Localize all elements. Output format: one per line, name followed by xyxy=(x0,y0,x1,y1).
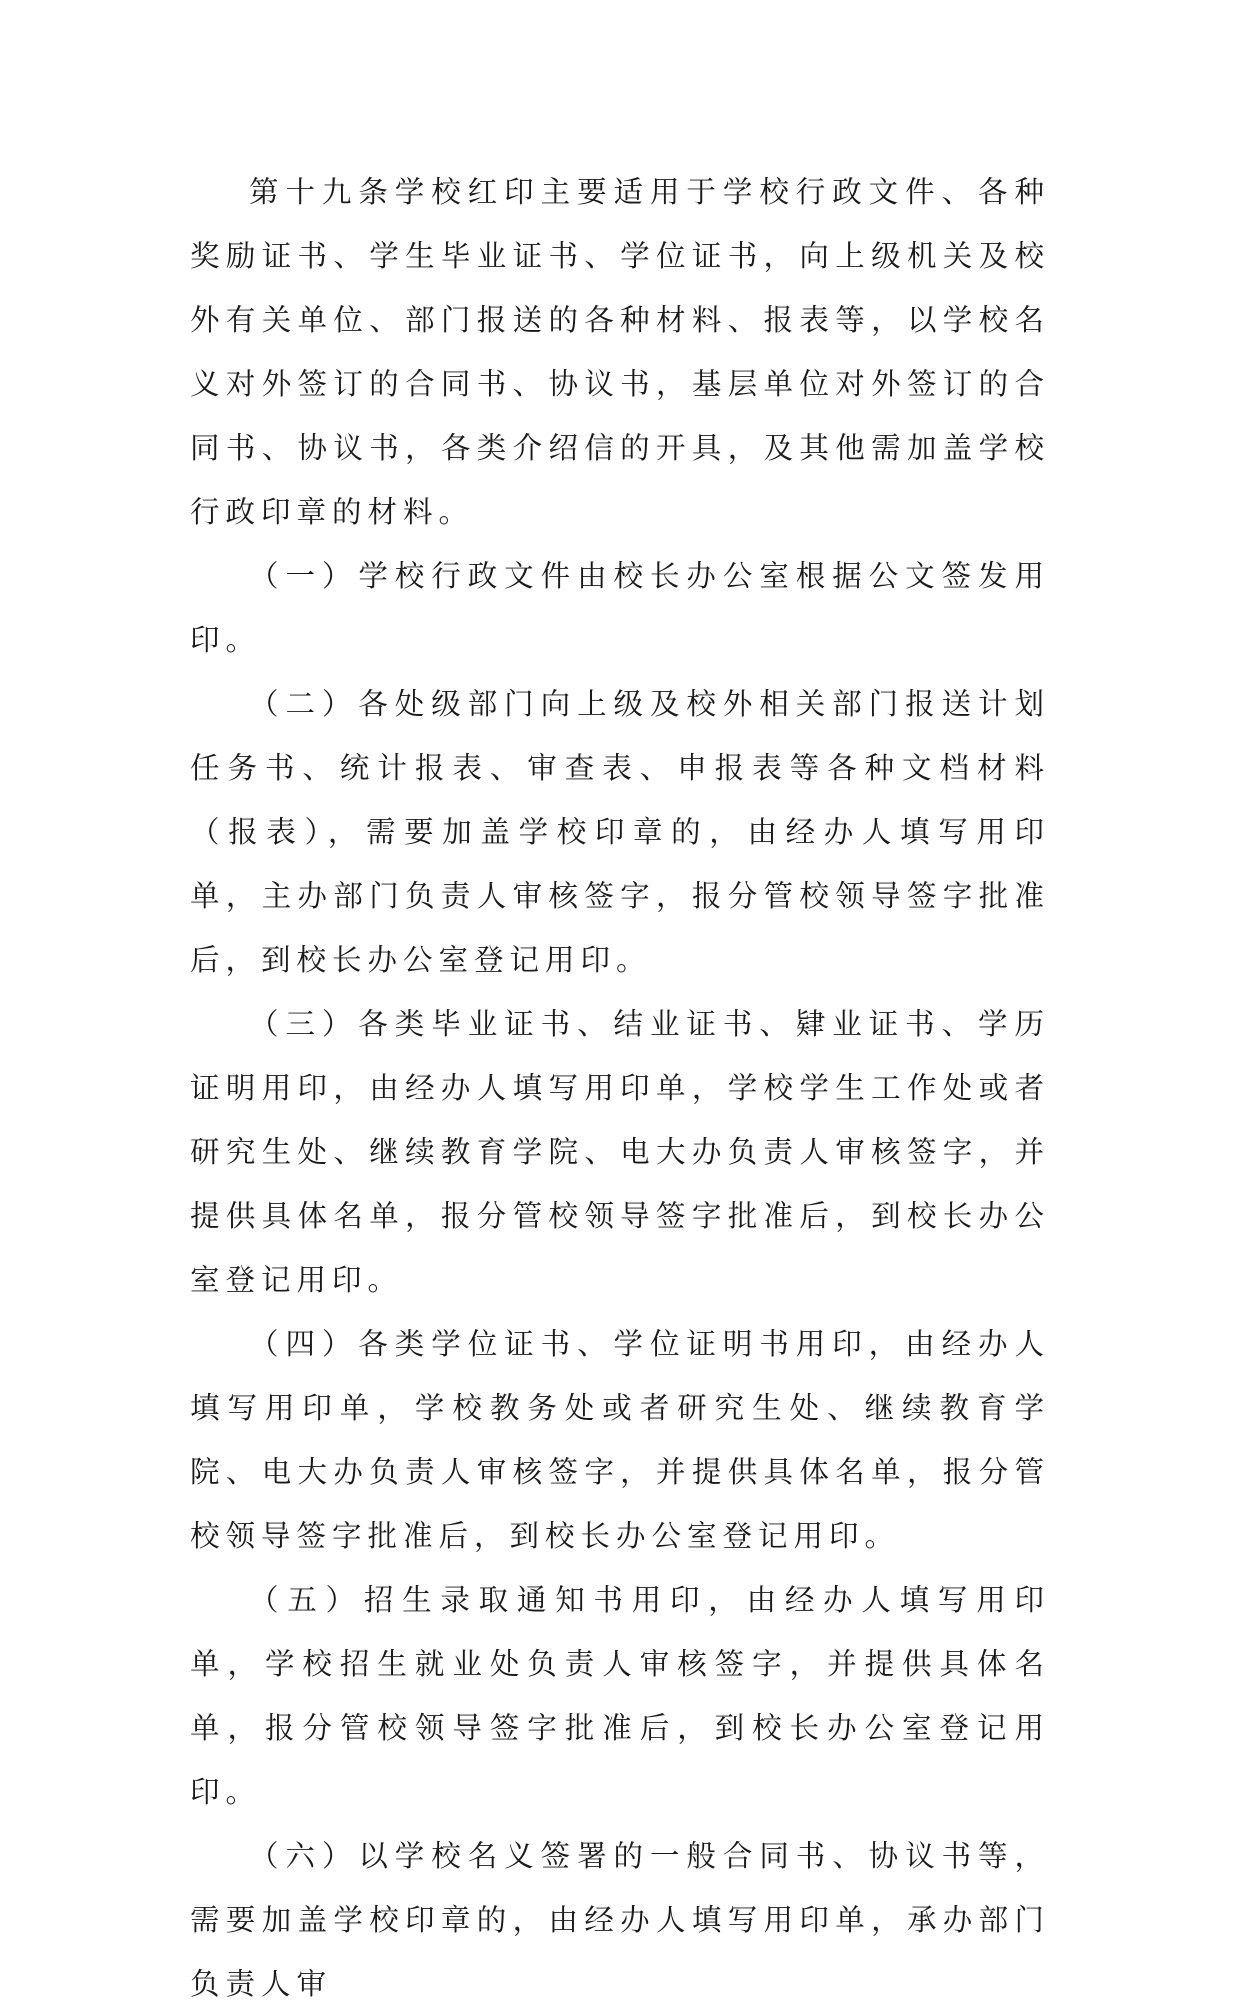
clause-6-paragraph: （六）以学校名义签署的一般合同书、协议书等，需要加盖学校印章的，由经办人填写用印单，承办部门负责人审 xyxy=(190,1839,1050,2001)
document-body xyxy=(190,160,1050,2016)
article-19-paragraph: 第十九条学校红印主要适用于学校行政文件、各种奖励证书、学生毕业证书、学位证书，向上级机关及校外有关单位、部门报送的各种材料、报表等，以学校名义对外签订的合同书、协议书，基层单位对外签订的合同书、协议书，各类介绍信的开具，及其他需加盖学校行政印章的材料。 xyxy=(190,175,1050,529)
clause-2-paragraph: （二）各处级部门向上级及校外相关部门报送计划任务书、统计报表、审查表、申报表等各种文档材料（报表），需要加盖学校印章的，由经办人填写用印单，主办部门负责人审核签字，报分管校领导签字批准后，到校长办公室登记用印。 xyxy=(190,687,1050,977)
clause-4-paragraph: （四）各类学位证书、学位证明书用印，由经办人填写用印单，学校教务处或者研究生处、继续教育学院、电大办负责人审核签字，并提供具体名单，报分管校领导签字批准后，到校长办公室登记用印。 xyxy=(190,1327,1050,1553)
clause-1-paragraph: （一）学校行政文件由校长办公室根据公文签发用印。 xyxy=(190,559,1050,657)
clause-3-paragraph: （三）各类毕业证书、结业证书、肄业证书、学历证明用印，由经办人填写用印单，学校学生工作处或者研究生处、继续教育学院、电大办负责人审核签字，并提供具体名单，报分管校领导签字批准后，到校长办公室登记用印。 xyxy=(190,1007,1050,1297)
clause-5-paragraph: （五）招生录取通知书用印，由经办人填写用印单，学校招生就业处负责人审核签字，并提供具体名单，报分管校领导签字批准后，到校长办公室登记用印。 xyxy=(190,1583,1050,1809)
